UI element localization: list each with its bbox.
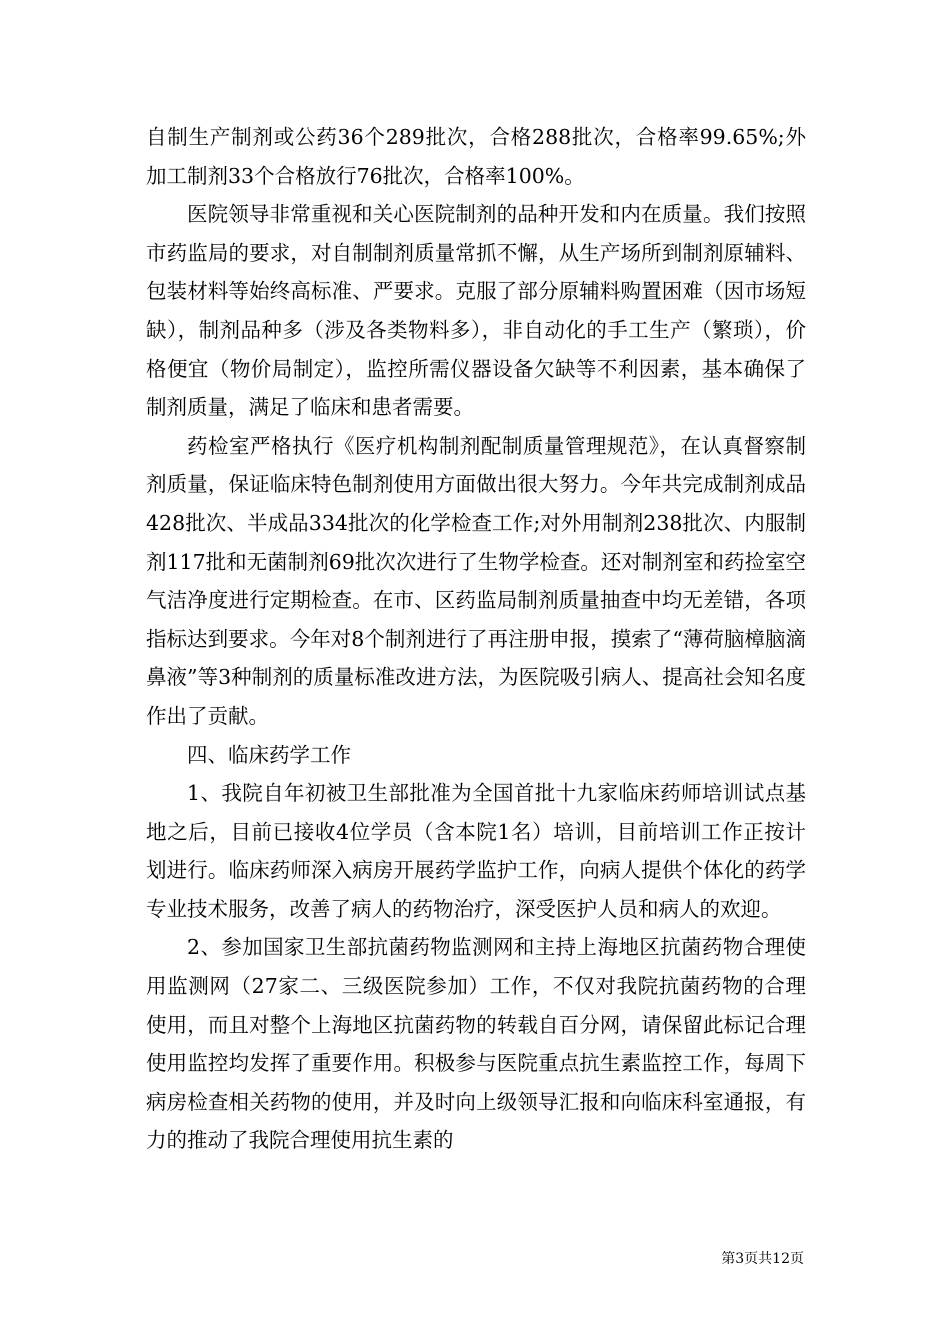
- section-heading-clinical-pharmacy: 四、临床药学工作: [187, 742, 351, 767]
- document-body: [146, 118, 806, 1160]
- paragraph-preparation-quality: 医院领导非常重视和关心医院制剂的品种开发和内在质量。我们按照市药监局的要求，对自制制剂质量常抓不懈，从生产场所到制剂原辅料、包装材料等始终高标准、严要求。克服了部分原辅料购置困难（因市场短缺），制剂品种多（涉及各类物料多），非自动化的手工生产（繁琐），价格便宜（物价局制定），监控所需仪器设备欠缺等不利因素，基本确保了制剂质量，满足了临床和患者需要。: [146, 202, 806, 420]
- paragraph-drug-inspection: 药检室严格执行《医疗机构制剂配制质量管理规范》，在认真督察制剂质量，保证临床特色制剂使用方面做出很大努力。今年共完成制剂成品428批次、半成品334批次的化学检查工作;对外用制剂238批次、内服制剂117批和无菌制剂69批次次进行了生物学检查。还对制剂室和药捡室空气洁净度进行定期检查。在市、区药监局制剂质量抽查中均无差错，各项指标达到要求。今年对8个制剂进行了再注册申报，摸索了“薄荷脑樟脑滴鼻液”等3种制剂的质量标准改进方法，为医院吸引病人、提高社会知名度作出了贡献。: [146, 433, 806, 728]
- paragraph-antibiotic-monitoring: 2、参加国家卫生部抗菌药物监测网和主持上海地区抗菌药物合理使用监测网（27家二、三级医院参加）工作，不仅对我院抗菌药物的合理使用，而且对整个上海地区抗菌药物的转载自百分网，请保留此标记合理使用监控均发挥了重要作用。积极参与医院重点抗生素监控工作，每周下病房检查相关药物的使用，并及时向上级领导汇报和向临床科室通报，有力的推动了我院合理使用抗生素的: [146, 935, 806, 1153]
- paragraph-continuation: 自制生产制剂或公药36个289批次，合格288批次，合格率99.65%;外加工制剂33个合格放行76批次，合格率100%。: [146, 125, 806, 188]
- paragraph-pharmacist-training: 1、我院自年初被卫生部批准为全国首批十九家临床药师培训试点基地之后，目前已接收4位学员（含本院1名）培训，目前培训工作正按计划进行。临床药师深入病房开展药学监护工作，向病人提供个体化的药学专业技术服务，改善了病人的药物治疗，深受医护人员和病人的欢迎。: [146, 781, 806, 921]
- page-number-footer: 第3页共12页: [721, 1251, 804, 1267]
